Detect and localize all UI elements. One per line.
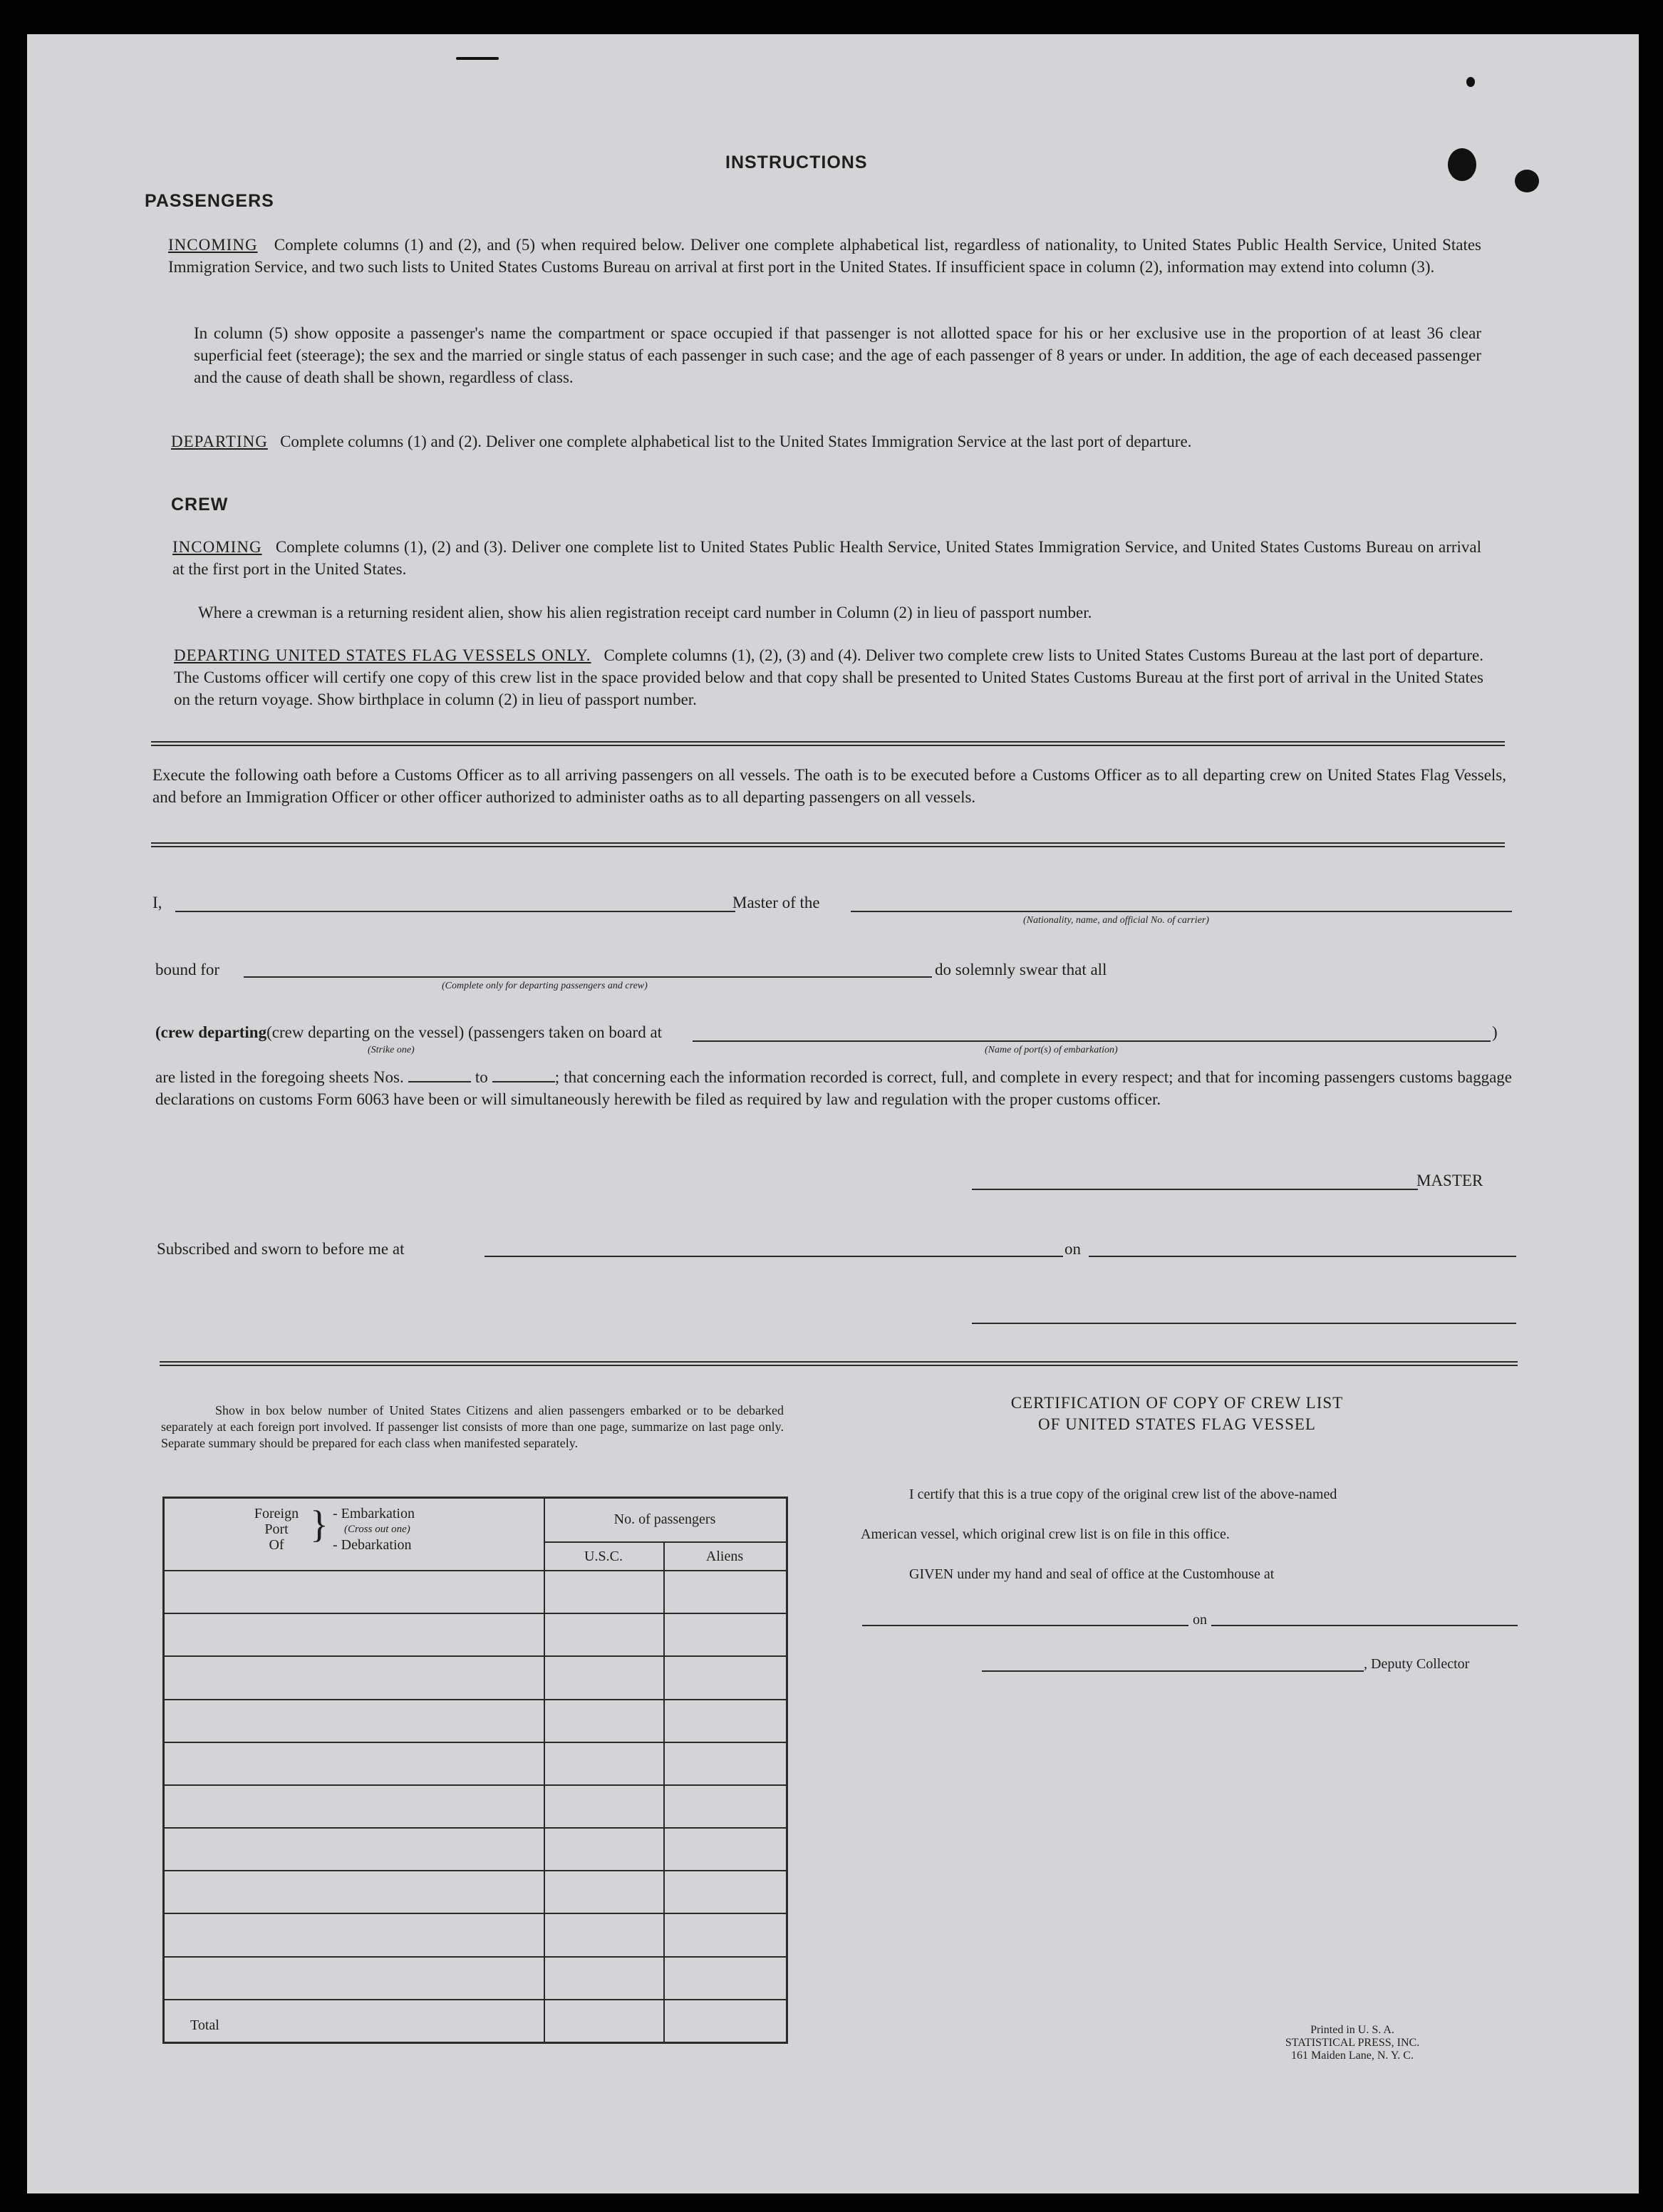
- port-word: Port: [264, 1521, 289, 1537]
- table-row[interactable]: [165, 1699, 786, 1700]
- bound-for-label: bound for: [155, 961, 220, 978]
- crew-departing-text: (crew departing(crew departing on the vessel) (passengers taken on board at: [155, 1023, 663, 1041]
- listed-b: ; that concerning each the information recorded is correct, full, and complete in every respect; and that for incoming passengers customs baggage declarations on customs Form 6063 have been or will simultaneously herewith be filed as required by law and regulation with the proper customs officer.: [155, 1068, 1512, 1108]
- crew-incoming-text: Complete columns (1), (2) and (3). Deliver one complete list to United States Public Health Service, United States Immigration Service, and United States Customs Bureau on arrival at the first port in the United States.: [172, 538, 1482, 578]
- given-line: GIVEN under my hand and seal of office at the Customhouse at: [909, 1566, 1275, 1582]
- certification-title-2: OF UNITED STATES FLAG VESSEL: [1038, 1415, 1316, 1433]
- crew-departing-label: DEPARTING UNITED STATES FLAG VESSELS ONLY.: [174, 646, 591, 664]
- close-paren: ): [1492, 1023, 1498, 1041]
- strike-one-note: (Strike one): [368, 1045, 415, 1055]
- crew-resident-paragraph: Where a crewman is a returning resident alien, show his alien registration receipt card number in Column (2) in lieu of passport number.: [198, 604, 1092, 621]
- passengers-departing-text: Complete columns (1) and (2). Deliver one complete alphabetical list to the United States Immigration Service at the last port of departure.: [280, 433, 1192, 450]
- subscribed-place-field[interactable]: [485, 1256, 1063, 1257]
- passengers-heading: PASSENGERS: [145, 191, 274, 211]
- printer-line-1: Printed in U. S. A.: [1310, 2024, 1394, 2036]
- no-passengers-header: No. of passengers: [613, 1511, 716, 1527]
- table-row[interactable]: [165, 1784, 786, 1786]
- table-row[interactable]: [165, 1999, 786, 2000]
- listed-to: to: [475, 1068, 488, 1086]
- cert-date-field[interactable]: [1211, 1625, 1518, 1626]
- certify-line-2: American vessel, which original crew list is on file in this office.: [861, 1526, 1230, 1542]
- lower-divider: [160, 1361, 1518, 1366]
- passengers-incoming-text: Complete columns (1) and (2), and (5) when required below. Deliver one complete alphabetical list, regardless of nationality, to United States Public Health Service, United States Immigration Service, and two such lists to United States Customs Bureau on arrival at first port in the United States. If insufficient space in column (2), information may extend into column (3).: [168, 236, 1482, 276]
- crew-heading: CREW: [171, 495, 229, 515]
- printer-line-3: 161 Maiden Lane, N. Y. C.: [1291, 2050, 1414, 2062]
- printer-info: [1245, 2024, 1459, 2062]
- summary-instructions: Show in box below number of United States Citizens and alien passengers embarked or to be debarked separately at each foreign port involved. If passenger list consists of more than one page, summarize on last page only. Separate summary should be prepared for each class when manifested separately.: [161, 1403, 784, 1450]
- col-divider-2: [663, 1541, 665, 2042]
- carrier-field[interactable]: [851, 911, 1512, 912]
- table-row[interactable]: [165, 1655, 786, 1657]
- crew-incoming-label: INCOMING: [172, 538, 262, 556]
- passengers-departing-label: DEPARTING: [171, 433, 268, 450]
- crew-departing-text: Complete columns (1), (2), (3) and (4). Deliver two complete crew lists to United States Customs Bureau at the last port of departure. The Customs officer will certify one copy of this crew list in the space provided below and that copy shall be presented to United States Customs Bureau at the first port of arrival in the United States on the return voyage. Show birthplace in column (2) in lieu of passport number.: [174, 646, 1484, 708]
- cross-out-note: (Cross out one): [344, 1524, 410, 1535]
- crew-incoming-paragraph: [172, 536, 1481, 580]
- passenger-summary-table: [162, 1497, 788, 2044]
- table-row[interactable]: [165, 1956, 786, 1958]
- subscribed-label: Subscribed and sworn to before me at: [157, 1240, 405, 1258]
- printer-line-2: STATISTICAL PRESS, INC.: [1285, 2037, 1420, 2049]
- foreign-port-label: [244, 1506, 309, 1553]
- section-divider: [151, 741, 1505, 746]
- debarkation-text: - Debarkation: [333, 1537, 412, 1553]
- nationality-note: (Nationality, name, and official No. of carrier): [1023, 915, 1209, 926]
- total-label: Total: [190, 2017, 219, 2033]
- brace-icon: }: [310, 1503, 328, 1546]
- crew-passengers-text: (crew departing on the vessel) (passengers taken on board at: [266, 1023, 663, 1041]
- embark-debark-label: [333, 1506, 415, 1553]
- of-word: Of: [269, 1537, 284, 1553]
- header-line: [165, 1570, 786, 1571]
- ink-blot: [1515, 170, 1539, 192]
- page-title: INSTRUCTIONS: [725, 153, 868, 172]
- usc-header: U.S.C.: [584, 1549, 623, 1564]
- master-name-field[interactable]: [175, 911, 735, 912]
- col-divider-1: [544, 1499, 545, 2042]
- table-row[interactable]: [165, 1613, 786, 1614]
- table-row[interactable]: [165, 1913, 786, 1914]
- aliens-header: Aliens: [705, 1549, 744, 1564]
- table-row[interactable]: [165, 1870, 786, 1871]
- embarkation-text: - Embarkation: [333, 1506, 415, 1521]
- subscribed-date-field[interactable]: [1089, 1256, 1516, 1257]
- bound-for-field[interactable]: [244, 976, 932, 978]
- certification-title-1: CERTIFICATION OF COPY OF CREW LIST: [1010, 1394, 1344, 1412]
- listed-a: are listed in the foregoing sheets Nos.: [155, 1068, 404, 1086]
- oath-intro: Execute the following oath before a Customs Officer as to all arriving passengers on all vessels. The oath is to be executed before a Customs Officer as to all departing crew on United States Flag Vessels, and before an Immigration Officer or other officer authorized to administer oaths as to all departing passengers on all vessels.: [152, 766, 1506, 806]
- passengers-column5-paragraph: In column (5) show opposite a passenger's name the compartment or space occupied if that passenger is not allotted space for his or her exclusive use in the proportion of at least 36 clear superficial feet (steerage); the sex and the married or single status of each passenger in such case; and the age of each passenger of 8 years or under. In addition, the age of each deceased passenger and the cause of death shall be shown, regardless of class.: [194, 324, 1481, 386]
- table-row[interactable]: [165, 1742, 786, 1743]
- deputy-signature-field[interactable]: [982, 1670, 1364, 1672]
- officer-signature-field[interactable]: [972, 1323, 1516, 1324]
- port-note: (Name of port(s) of embarkation): [985, 1045, 1118, 1055]
- deputy-collector-label: , Deputy Collector: [1364, 1656, 1470, 1672]
- subheader-line: [544, 1541, 786, 1543]
- sheet-from-field[interactable]: [408, 1068, 471, 1082]
- subscribed-on-label: on: [1064, 1240, 1081, 1258]
- passengers-departing-paragraph: [171, 430, 1481, 453]
- complete-note: (Complete only for departing passengers and crew): [442, 981, 648, 991]
- master-label: MASTER: [1416, 1172, 1483, 1189]
- customhouse-field[interactable]: [862, 1625, 1188, 1626]
- sheet-to-field[interactable]: [492, 1068, 555, 1082]
- oath-i-label: I,: [152, 894, 162, 911]
- oath-divider: [151, 842, 1505, 847]
- listed-paragraph: [155, 1066, 1512, 1110]
- certify-line-1: I certify that this is a true copy of the original crew list of the above-named: [909, 1487, 1337, 1502]
- foreign-word: Foreign: [254, 1506, 299, 1521]
- table-row[interactable]: [165, 1827, 786, 1829]
- crew-departing-paragraph: [174, 644, 1483, 710]
- cert-on-label: on: [1193, 1612, 1207, 1628]
- ink-dash: [456, 57, 499, 60]
- master-signature-field[interactable]: [972, 1189, 1418, 1190]
- form-page: [27, 34, 1639, 2193]
- port-of-embarkation-field[interactable]: [693, 1040, 1491, 1042]
- passengers-incoming-paragraph: [168, 234, 1481, 278]
- swear-text: do solemnly swear that all: [935, 961, 1107, 978]
- ink-dot: [1466, 77, 1475, 87]
- passengers-incoming-label: INCOMING: [168, 236, 258, 254]
- master-of-the-label: Master of the: [732, 894, 820, 911]
- ink-blot: [1448, 148, 1476, 181]
